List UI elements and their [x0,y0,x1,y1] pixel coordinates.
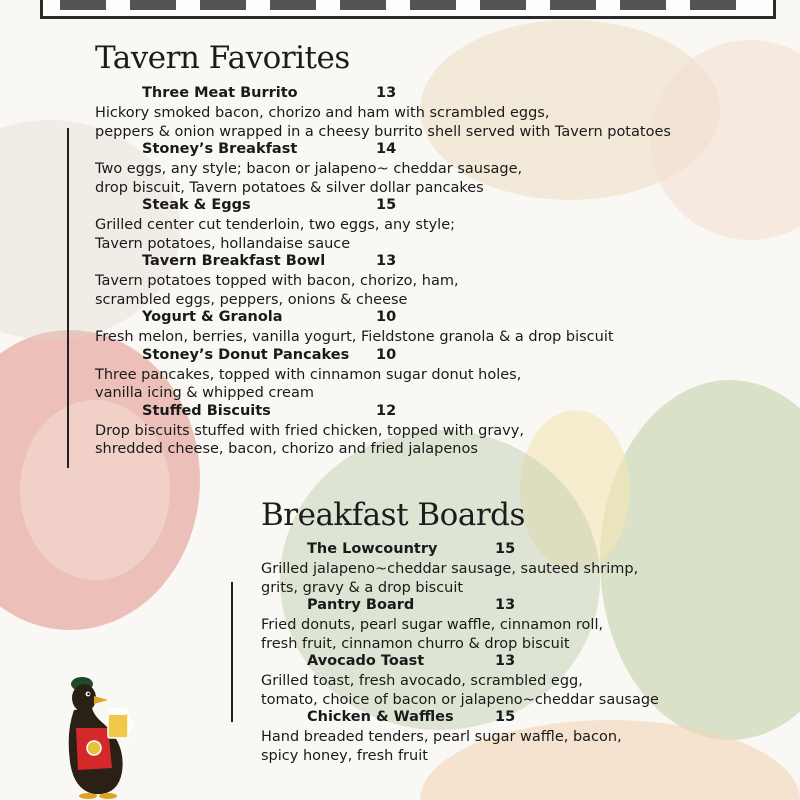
menu-item-name: The Lowcountry [307,541,438,557]
menu-item-header [95,197,775,216]
menu-item-price: 15 [495,709,516,725]
menu-item-description-line: shredded cheese, bacon, chorizo and fried jalapenos [95,441,478,457]
menu-item-name: Stuffed Biscuits [142,402,271,419]
menu-item-description-line: drop biscuit, Tavern potatoes & silver dollar pancakes [95,179,484,196]
header-banner-lettering [60,0,740,10]
menu-item-header [95,85,775,104]
menu-item-description-line: tomato, choice of bacon or jalapeno~cheddar sausage [261,691,659,708]
menu-item-price: 13 [495,597,516,613]
menu-item-price: 15 [495,541,516,557]
menu-item-name: Pantry Board [307,597,415,613]
menu-item [95,85,775,141]
menu-item [261,709,781,765]
menu-item-description-line: vanilla icing & whipped cream [95,385,314,401]
menu-item-description-line: scrambled eggs, peppers, onions & cheese [95,291,408,308]
menu-item [95,197,775,253]
menu-item [261,597,781,653]
menu-item-description-line: Hickory smoked bacon, chorizo and ham with scrambled eggs, [95,105,550,121]
breakfast-boards-list [261,541,781,765]
menu-item-name: Chicken & Waffles [307,709,454,725]
menu-item-price: 13 [495,653,516,669]
menu-item-header [95,347,775,366]
menu-item-name: Avocado Toast [307,653,425,669]
menu-item-description-line: peppers & onion wrapped in a cheesy burrito shell served with Tavern potatoes [95,123,671,140]
divider-line [231,582,233,722]
menu-item-description-line: Fresh melon, berries, vanilla yogurt, Fieldstone granola & a drop biscuit [95,329,614,345]
menu-item [95,347,775,403]
menu-item-description-line: Fried donuts, pearl sugar waffle, cinnamon roll, [261,617,604,633]
menu-item-description-line: Grilled toast, fresh avocado, scrambled egg, [261,673,583,689]
menu-item-description-line: Tavern potatoes topped with bacon, chorizo, ham, [95,273,459,289]
menu-item-description-line: Hand breaded tenders, pearl sugar waffle, bacon, [261,729,622,745]
menu-item [95,253,775,309]
menu-item-header [261,597,781,616]
menu-item-price: 10 [376,346,397,363]
menu-item [95,309,775,347]
menu-item-description-line: spicy honey, fresh fruit [261,747,428,764]
menu-item-description-line: Grilled center cut tenderloin, two eggs, any style; [95,217,456,233]
menu-item-price: 13 [376,253,397,269]
menu-item-header [95,309,775,328]
menu-item-header [95,141,775,160]
menu-item-header [95,253,775,272]
menu-item-name: Stoney’s Donut Pancakes [142,346,350,363]
menu-item-price: 15 [376,197,397,213]
divider-line [67,128,69,468]
menu-item [261,541,781,597]
menu-item-description-line: Three pancakes, topped with cinnamon sugar donut holes, [95,366,522,383]
menu-item-name: Yogurt & Granola [142,309,283,325]
menu-item [95,403,775,459]
menu-item-header [261,541,781,560]
menu-item-description-line: Grilled jalapeno~cheddar sausage, sauteed shrimp, [261,561,639,577]
menu-item-description-line: grits, gravy & a drop biscuit [261,579,464,596]
menu-item-price: 10 [376,309,397,325]
menu-item-description-line: Drop biscuits stuffed with fried chicken, topped with gravy, [95,422,524,439]
menu-item-price: 12 [376,402,397,419]
goose-mascot-logo [52,672,142,800]
menu-item-description-line: Tavern potatoes, hollandaise sauce [95,235,351,252]
menu-item-price: 14 [376,141,397,157]
menu-item-header [261,709,781,728]
section-title-tavern-favorites: Tavern Favorites [95,40,350,76]
menu-item-name: Steak & Eggs [142,197,251,213]
menu-item-price: 13 [376,85,397,101]
menu-item-description-line: fresh fruit, cinnamon churro & drop biscuit [261,635,570,652]
menu-item-name: Stoney’s Breakfast [142,141,298,157]
menu-item-description-line: Two eggs, any style; bacon or jalapeno~ cheddar sausage, [95,161,523,177]
menu-item-name: Tavern Breakfast Bowl [142,253,326,269]
menu-item-name: Three Meat Burrito [142,85,298,101]
menu-item-header [261,653,781,672]
menu-item-header [95,403,775,422]
tavern-favorites-list [95,85,775,459]
section-title-breakfast-boards: Breakfast Boards [261,497,525,533]
menu-item [261,653,781,709]
menu-item [95,141,775,197]
